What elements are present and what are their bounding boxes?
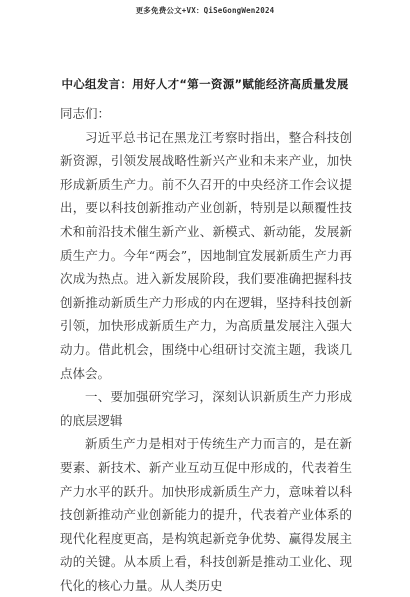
document-title: 中心组发言：用好人才“第一资源”赋能经济高质量发展 <box>61 77 349 91</box>
paragraph-intro: 习近平总书记在黑龙江考察时指出，整合科技创新资源，引领发展战略性新兴产业和未来产业，加快形成新质生产力。前不久召开的中央经济工作会议提出，要以科技创新推动产业创新，特别是以颠覆性技术和前沿技术催生新产业、新模式、新动能，发展新质生产力。今年“两会”，因地制宜发展新质生产力再次成为热点。进入新发展阶段，我们要准确把握科技创新推动新质生产力形成的内在逻辑，坚持科技创新引领，加快形成新质生产力，为高质量发展注入强大动力。借此机会，围绕中心组研讨交流主题，我谈几点体会。 <box>60 129 352 381</box>
salutation: 同志们： <box>60 106 111 121</box>
paragraph-section-one: 新质生产力是相对于传统生产力而言的，是在新要素、新技术、新产业互动互促中形成的，代表着生产力水平的跃升。加快形成新质生产力，意味着以科技创新推动产业创新能力的提升，代表着产业体系的现代化程度更高，是构筑起新竞争优势、赢得发展主动的关键。从本质上看，科技创新是推动工业化、现代化的核心力量。从人类历史 <box>60 436 352 593</box>
section-heading: 一、要加强研究学习，深刻认识新质生产力形成的底层逻辑 <box>60 389 352 428</box>
document-body <box>60 102 352 597</box>
header-note: 更多免费公文+VX：QiSeGongWen2024 <box>135 6 275 15</box>
